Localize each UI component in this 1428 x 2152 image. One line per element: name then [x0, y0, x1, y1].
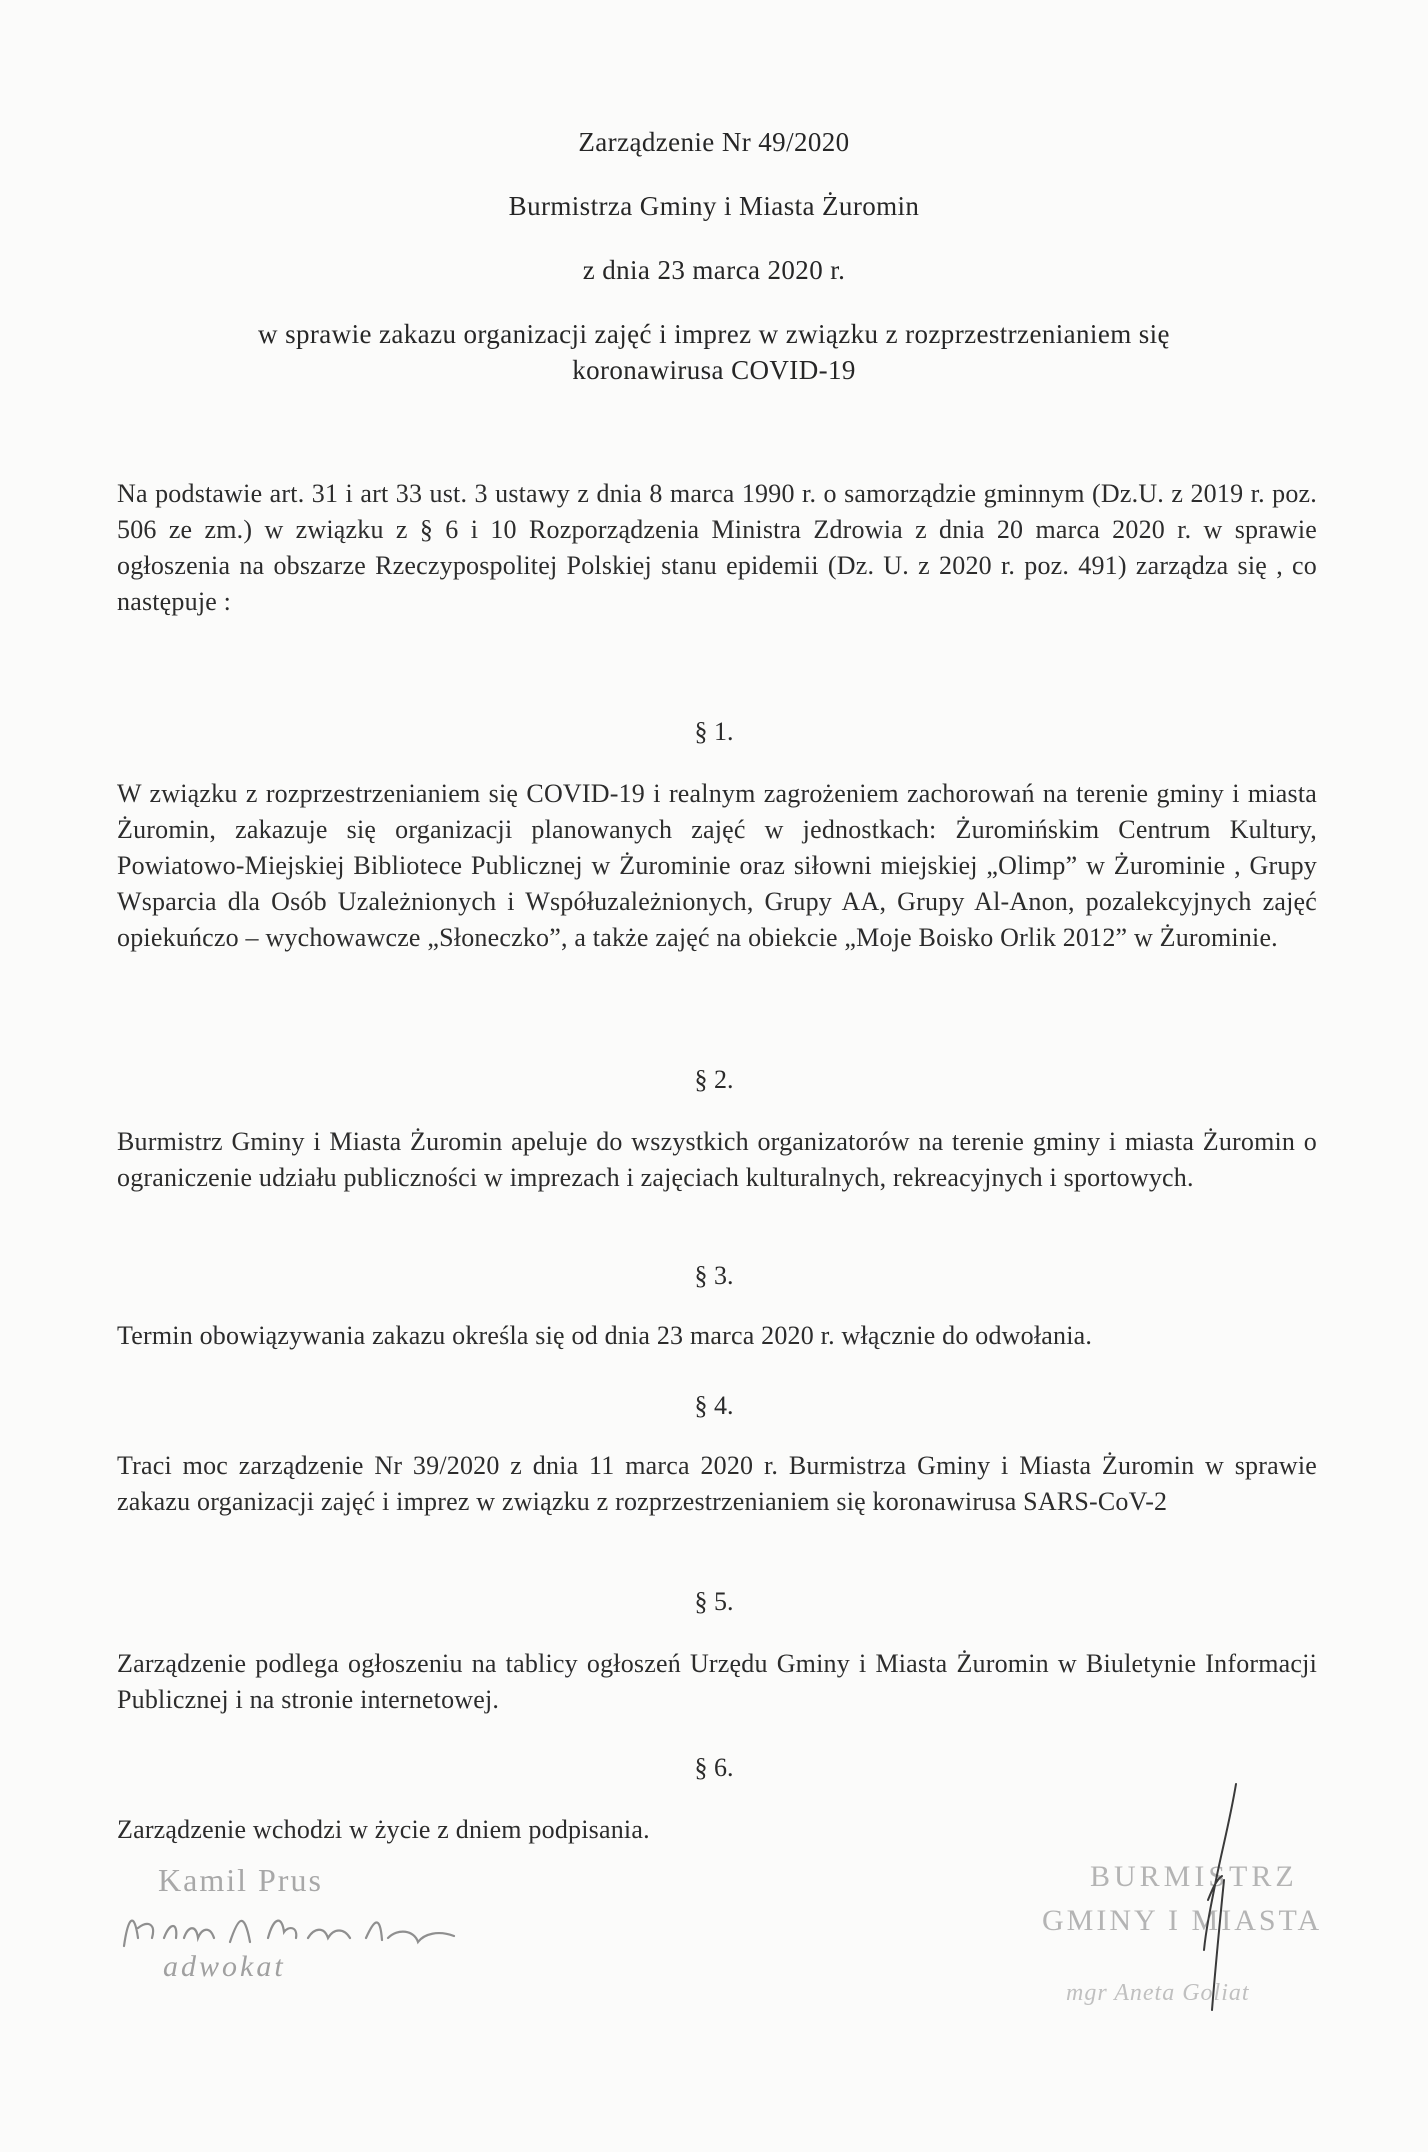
advocate-name: Kamil Prus	[158, 1862, 323, 1898]
preamble: Na podstawie art. 31 i art 33 ust. 3 ustawy z dnia 8 marca 1990 r. o samorządzie gminnym (Dz.U. z 2019 r. poz. 506 ze zm.) w związku z § 6 i 10 Rozporządzenia Ministra Zdrowia z dnia 20 marca 2020 r. w sprawie ogłoszenia na obszarze Rzeczypospolitej Polskiej stanu epidemii (Dz. U. z 2020 r. poz. 491) zarządza się , co następuje :	[117, 479, 1317, 616]
document-title: Zarządzenie Nr 49/2020	[578, 127, 850, 157]
document-date: z dnia 23 marca 2020 r.	[582, 255, 846, 285]
section-4-text: Traci moc zarządzenie Nr 39/2020 z dnia 11 marca 2020 r. Burmistrza Gminy i Miasta Żuromin w sprawie zakazu organizacji zajęć i imprez w związku z rozprzestrzenianiem się koronawirusa SARS-CoV-2	[117, 1451, 1317, 1516]
advocate-stamp	[118, 1862, 498, 2002]
mayor-signature	[1150, 1780, 1260, 2020]
section-6-text: Zarządzenie wchodzi w życie z dniem podpisania.	[117, 1815, 650, 1844]
section-2-text: Burmistrz Gminy i Miasta Żuromin apeluje do wszystkich organizatorów na terenie gminy i miasta Żuromin o ograniczenie udziału publiczności w imprezach i zajęciach kulturalnych, rekreacyjnych i sportowych.	[117, 1127, 1317, 1192]
document-issuer: Burmistrza Gminy i Miasta Żuromin	[508, 191, 920, 221]
section-1-text: W związku z rozprzestrzenianiem się COVID-19 i realnym zagrożeniem zachorowań na terenie gminy i miasta Żuromin, zakazuje się organizacji planowanych zajęć w jednostkach: Żuromińskim Centrum Kultury, Powiatowo-Miejskiej Bibliotece Publicznej w Żurominie oraz siłowni miejskiej „Olimp” w Żurominie , Grupy Wsparcia dla Osób Uzależnionych i Współuzależnionych, Grupy AA, Grupy Al-Anon, pozalekcyjnych zajęć opiekuńczo – wychowawcze „Słoneczko”, a także zajęć na obiekcie „Moje Boisko Orlik 2012” w Żurominie.	[117, 779, 1317, 952]
advocate-signature	[118, 1898, 478, 1958]
section-3-text: Termin obowiązywania zakazu określa się od dnia 23 marca 2020 r. włącznie do odwołania.	[117, 1321, 1093, 1350]
section-4-heading: § 4.	[694, 1391, 734, 1420]
mayor-stamp-title: BURMISTRZ	[1090, 1860, 1298, 1893]
section-1-heading: § 1.	[694, 717, 734, 746]
section-5-text: Zarządzenie podlega ogłoszeniu na tablicy ogłoszeń Urzędu Gminy i Miasta Żuromin w Biuletynie Informacji Publicznej i na stronie internetowej.	[117, 1649, 1317, 1714]
section-6-heading: § 6.	[694, 1753, 734, 1782]
mayor-stamp-office: GMINY I MIASTA	[1042, 1904, 1323, 1937]
document-subject-line1: w sprawie zakazu organizacji zajęć i imprez w związku z rozprzestrzenianiem się	[258, 319, 1170, 349]
section-5-heading: § 5.	[694, 1587, 734, 1616]
document-subject-line2: koronawirusa COVID-19	[572, 355, 856, 385]
section-2-heading: § 2.	[694, 1065, 734, 1094]
section-3-heading: § 3.	[694, 1261, 734, 1290]
advocate-role: adwokat	[163, 1950, 286, 1983]
mayor-stamp-name: mgr Aneta Goliat	[1066, 1980, 1250, 2006]
